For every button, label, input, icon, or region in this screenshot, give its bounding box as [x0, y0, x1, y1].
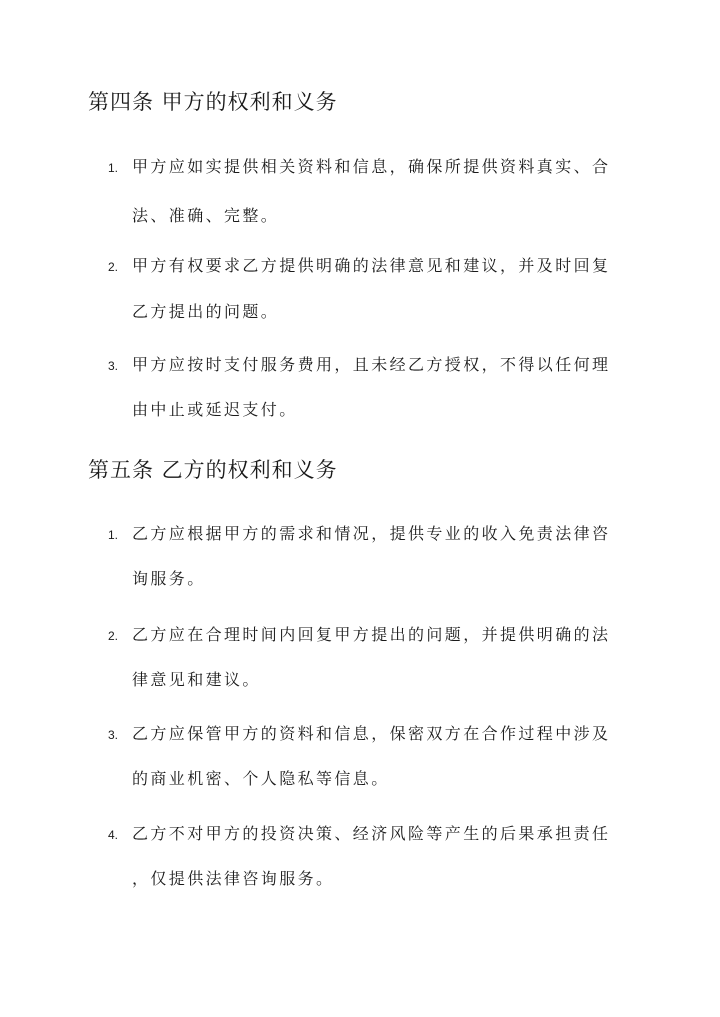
- list-item-line: 询服务。: [132, 569, 206, 588]
- list-item-line: 乙方应保管甲方的资料和信息，保密双方在合作过程中涉及: [132, 724, 611, 743]
- list-item-line: 乙方应根据甲方的需求和情况，提供专业的收入免责法律咨: [132, 524, 611, 543]
- list-item-line: 甲方应如实提供相关资料和信息，确保所提供资料真实、合: [132, 157, 611, 176]
- list-item-number: 2.: [108, 629, 119, 643]
- list-item-line: 甲方有权要求乙方提供明确的法律意见和建议，并及时回复: [132, 256, 611, 275]
- list-item-line: 乙方提出的问题。: [132, 302, 280, 321]
- list-item-number: 2.: [108, 260, 119, 274]
- section-heading-4: 第四条 甲方的权利和义务: [88, 90, 338, 114]
- list-item-line: 乙方不对甲方的投资决策、经济风险等产生的后果承担责任: [132, 824, 611, 843]
- list-item-number: 4.: [108, 828, 119, 842]
- list-item-number: 1.: [108, 528, 119, 542]
- list-item-line: 的商业机密、个人隐私等信息。: [132, 769, 390, 788]
- list-item-line: 甲方应按时支付服务费用，且未经乙方授权，不得以任何理: [132, 355, 611, 374]
- list-item-number: 1.: [108, 161, 119, 175]
- list-item-number: 3.: [108, 728, 119, 742]
- list-item-line: 由中止或延迟支付。: [132, 400, 298, 419]
- list-item-line: 律意见和建议。: [132, 670, 261, 689]
- list-item-line: 法、准确、完整。: [132, 206, 280, 225]
- list-item-number: 3.: [108, 359, 119, 373]
- list-item-line: ，仅提供法律咨询服务。: [132, 869, 335, 888]
- section-heading-5: 第五条 乙方的权利和义务: [88, 458, 338, 482]
- list-item-line: 乙方应在合理时间内回复甲方提出的问题，并提供明确的法: [132, 625, 611, 644]
